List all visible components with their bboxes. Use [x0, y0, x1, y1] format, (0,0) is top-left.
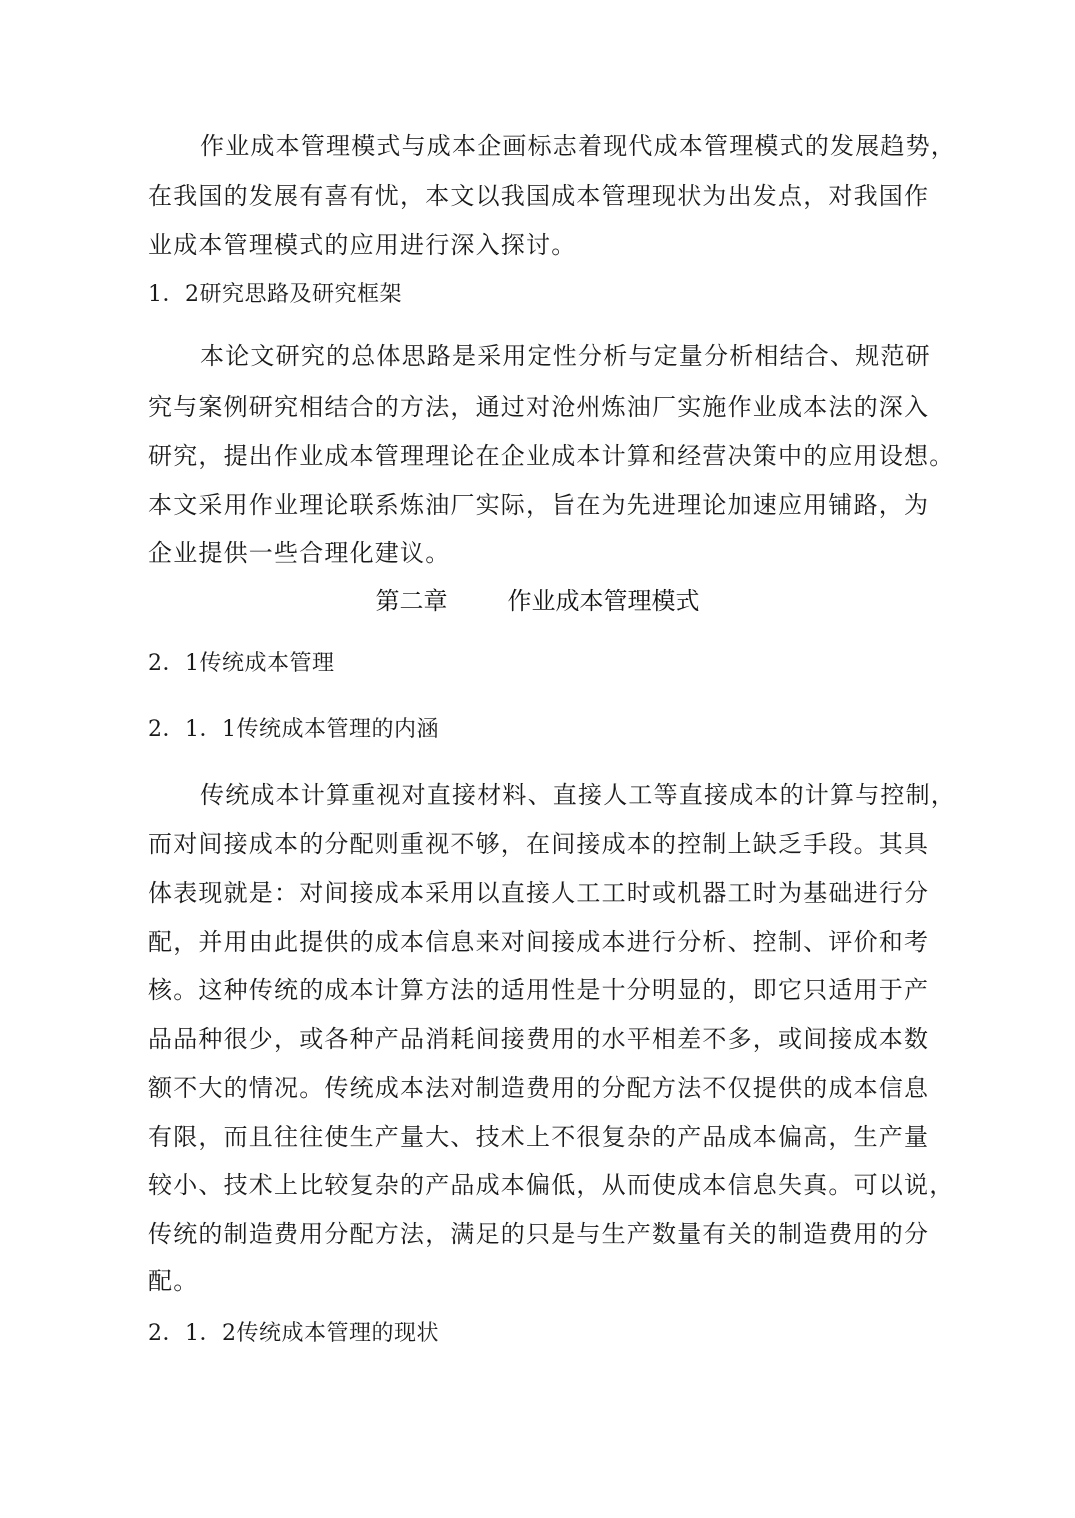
paragraph-2-line-3: 研究，提出作业成本管理理论在企业成本计算和经营决策中的应用设想。	[148, 442, 955, 470]
section-heading-2-1-2: 2．1．2传统成本管理的现状	[148, 1321, 439, 1346]
section-heading-2-1-1: 2．1．1传统成本管理的内涵	[148, 717, 439, 742]
section-heading-2-1: 2．1传统成本管理	[148, 651, 335, 676]
paragraph-2-line-1: 本论文研究的总体思路是采用定性分析与定量分析相结合、规范研	[200, 342, 931, 370]
chapter-number: 第二章	[375, 587, 448, 615]
paragraph-2-line-5: 企业提供一些合理化建议。	[148, 539, 451, 567]
chapter-name: 作业成本管理模式	[507, 587, 700, 615]
paragraph-3-line-6: 品品种很少，或各种产品消耗间接费用的水平相差不多，或间接成本数	[148, 1025, 930, 1053]
paragraph-3-line-2: 而对间接成本的分配则重视不够，在间接成本的控制上缺乏手段。其具	[148, 830, 930, 858]
paragraph-3-line-1: 传统成本计算重视对直接材料、直接人工等直接成本的计算与控制，	[200, 781, 956, 809]
paragraph-1-line-1: 作业成本管理模式与成本企画标志着现代成本管理模式的发展趋势，	[200, 132, 956, 160]
paragraph-3-line-3: 体表现就是：对间接成本采用以直接人工工时或机器工时为基础进行分	[148, 879, 930, 907]
paragraph-3-line-9: 较小、技术上比较复杂的产品成本偏低，从而使成本信息失真。可以说，	[148, 1171, 955, 1199]
paragraph-1-line-2: 在我国的发展有喜有忧，本文以我国成本管理现状为出发点，对我国作	[148, 182, 930, 210]
paragraph-3-line-8: 有限，而且往往使生产量大、技术上不很复杂的产品成本偏高，生产量	[148, 1123, 930, 1151]
chapter-title	[0, 585, 1075, 617]
paragraph-3-line-5: 核。这种传统的成本计算方法的适用性是十分明显的，即它只适用于产	[148, 976, 930, 1004]
paragraph-3-line-7: 额不大的情况。传统成本法对制造费用的分配方法不仅提供的成本信息	[148, 1074, 930, 1102]
paragraph-2-line-4: 本文采用作业理论联系炼油厂实际，旨在为先进理论加速应用铺路，为	[148, 491, 930, 519]
paragraph-2-line-2: 究与案例研究相结合的方法，通过对沧州炼油厂实施作业成本法的深入	[148, 393, 930, 421]
paragraph-3-line-4: 配，并用由此提供的成本信息来对间接成本进行分析、控制、评价和考	[148, 928, 930, 956]
section-heading-1-2: 1．2研究思路及研究框架	[148, 282, 402, 307]
paragraph-3-line-11: 配。	[148, 1267, 199, 1295]
paragraph-1-line-3: 业成本管理模式的应用进行深入探讨。	[148, 231, 577, 259]
paragraph-3-line-10: 传统的制造费用分配方法，满足的只是与生产数量有关的制造费用的分	[148, 1220, 930, 1248]
